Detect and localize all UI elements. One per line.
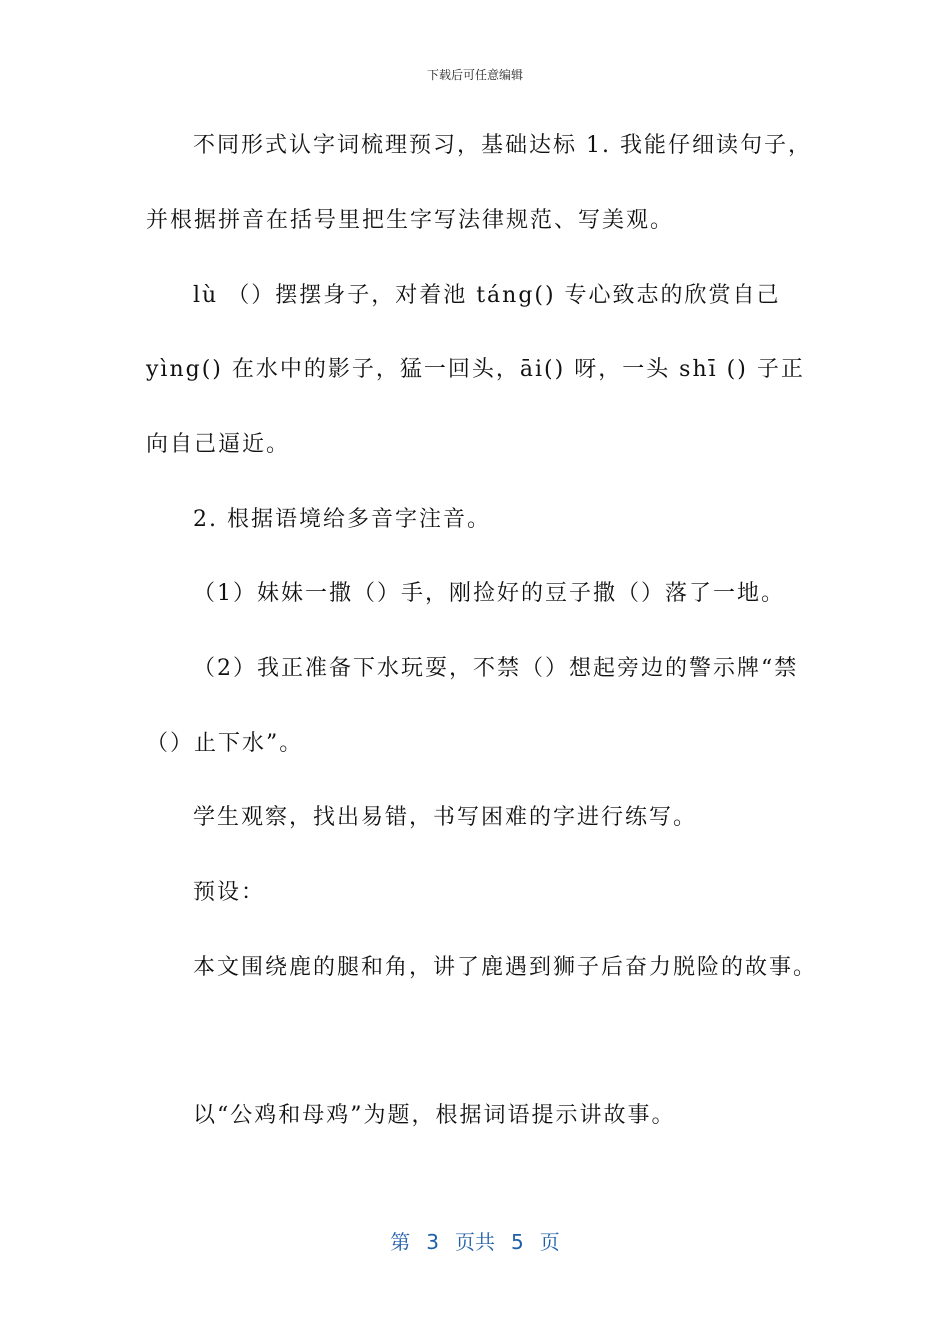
text-line: 以“公鸡和母鸡”为题，根据词语提示讲故事。 [193,1103,676,1128]
text-line: 向自己逼近。 [146,432,291,457]
text-line: yìng() 在水中的影子，猛一回头，āi() 呀，一头 shī () 子正 [146,357,805,382]
page-header: 下载后可任意编辑 [426,68,523,82]
footer-total-pages: 5 [511,1230,524,1254]
text-line: 并根据拼音在括号里把生字写法律规范、写美观。 [146,208,675,233]
page-footer [0,1226,950,1255]
text-line: （）止下水”。 [146,731,304,756]
text-line: （2）我正准备下水玩耍，不禁（）想起旁边的警示牌“禁 [193,656,799,681]
text-line: （1）妹妹一撒（）手，刚捡好的豆子撒（）落了一地。 [193,581,785,606]
footer-mid: 页共 [455,1230,495,1254]
text-line: 2. 根据语境给多音字注音。 [193,507,491,532]
text-line: 学生观察，找出易错，书写困难的字进行练写。 [193,805,698,830]
text-line: lù （）摆摆身子，对着池 táng() 专心致志的欣赏自己 [193,283,781,308]
text-line: 预设： [193,880,266,905]
text-line: 本文围绕鹿的腿和角，讲了鹿遇到狮子后奋力脱险的故事。 [193,955,818,980]
footer-prefix: 第 [390,1230,411,1254]
footer-page-number: 3 [426,1230,439,1254]
footer-suffix: 页 [539,1230,560,1254]
text-line: 不同形式认字词梳理预习，基础达标 1. 我能仔细读句子， [193,133,812,158]
